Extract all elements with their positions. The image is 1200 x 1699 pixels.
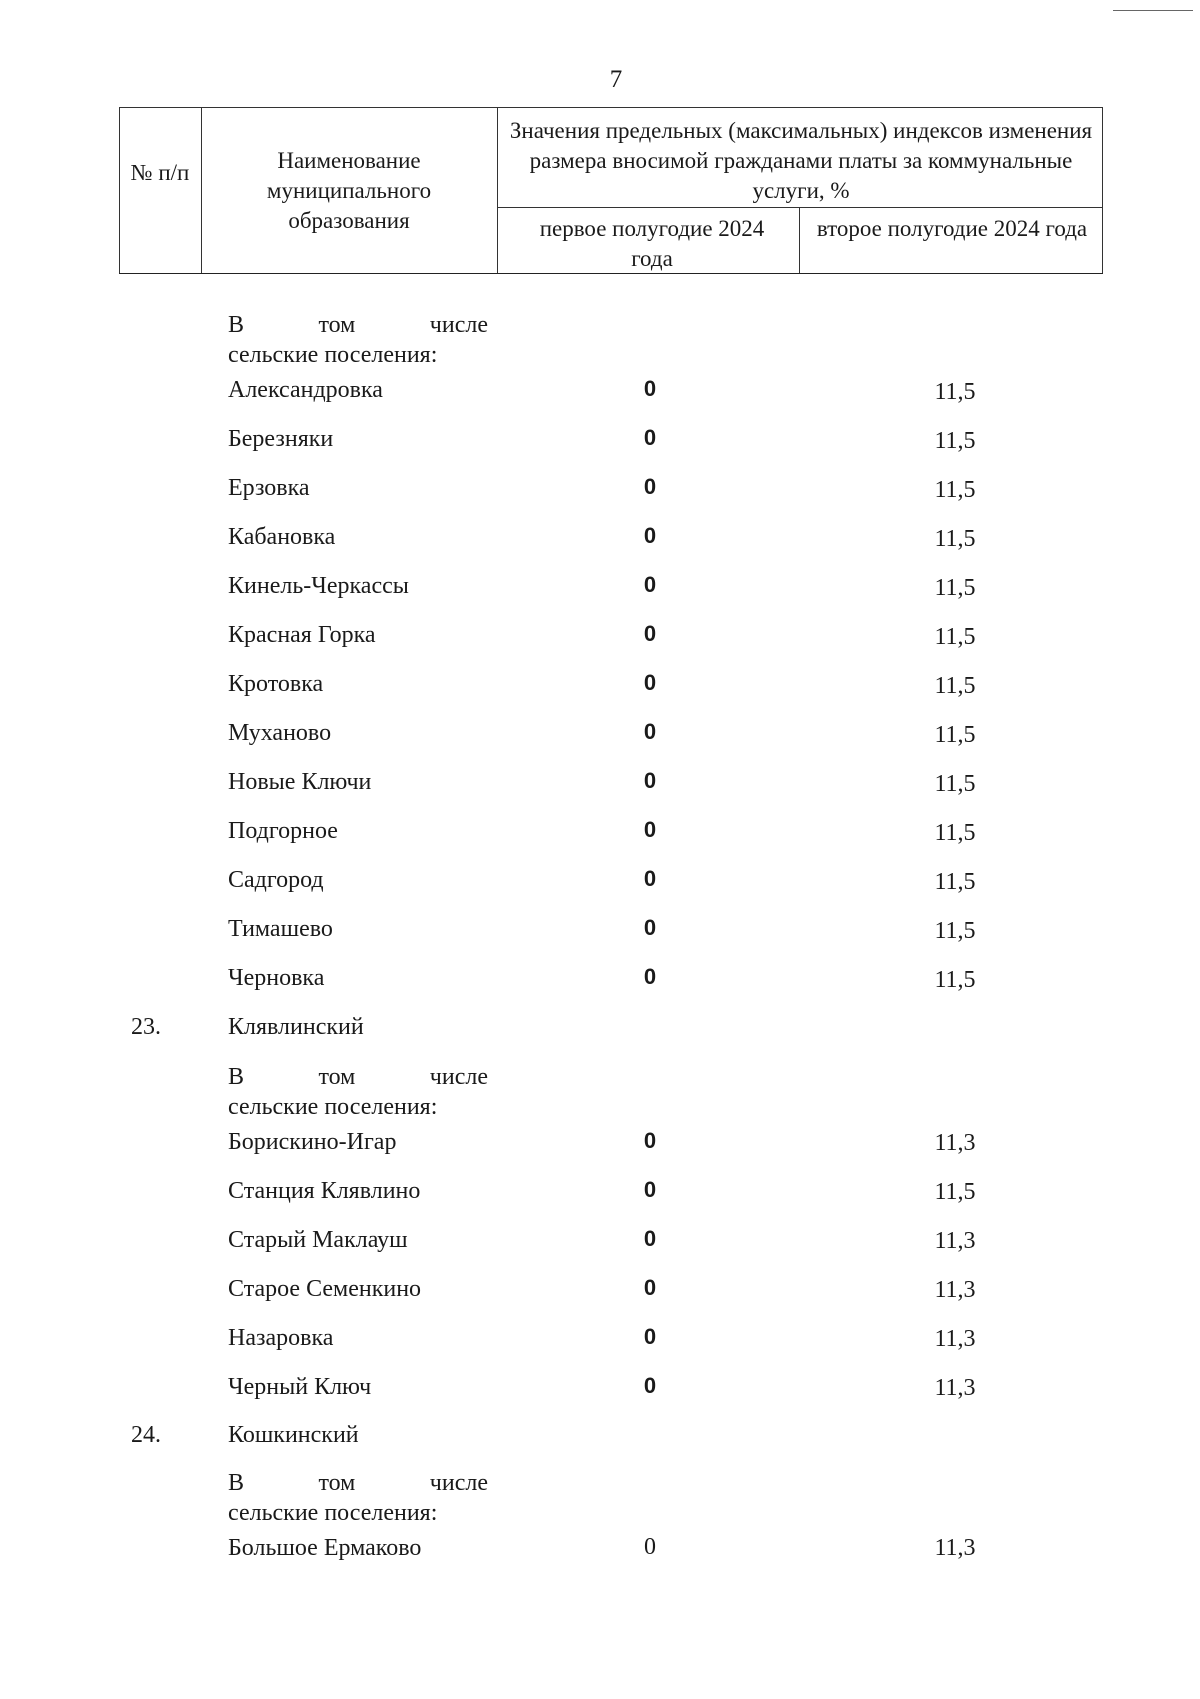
value-first-half: 0 [643,768,657,793]
subheading-rural-settlements [228,1062,488,1122]
settlement-name: Новые Ключи [228,769,372,795]
value-second-half: 11,5 [934,379,976,405]
settlement-name: Подгорное [228,818,338,844]
subheading-rural-settlements [228,310,488,370]
subheading-line: сельские поселения: [228,1500,438,1526]
value-first-half: 0 [644,1534,656,1560]
settlement-name: Станция Клявлино [228,1178,421,1204]
district-number: 23. [131,1014,161,1040]
value-second-half: 11,5 [934,820,976,846]
value-first-half: 0 [643,1324,657,1349]
header-divider [497,207,1103,208]
value-first-half: 0 [643,572,657,597]
district-name: Клявлинский [228,1014,364,1040]
value-first-half: 0 [643,1226,657,1251]
settlement-name: Садгород [228,867,324,893]
value-second-half: 11,5 [934,575,976,601]
settlement-name: Старое Семенкино [228,1276,422,1302]
value-first-half: 0 [643,376,657,401]
value-first-half: 0 [643,866,657,891]
value-first-half: 0 [643,817,657,842]
value-first-half: 0 [643,1128,657,1153]
settlement-name: Красная Горка [228,622,376,648]
value-second-half: 11,5 [934,1179,976,1205]
settlement-name: Ерзовка [228,475,310,501]
header-col-name: Наименование муниципального образования [266,148,432,233]
value-second-half: 11,3 [934,1277,976,1303]
header-col-number: № п/п [130,160,190,185]
settlement-name: Кротовка [228,671,324,697]
value-first-half: 0 [643,915,657,940]
subheading-word: том [318,1064,356,1090]
header-col-first-half: первое полугодие 2024 года [539,216,765,271]
subheading-word: числе [429,312,488,338]
settlement-name: Черновка [228,965,325,991]
subheading-word: том [318,1470,356,1496]
value-first-half: 0 [643,719,657,744]
value-second-half: 11,5 [934,918,976,944]
settlement-name: Черный Ключ [228,1374,372,1400]
header-col-values-group: Значения предельных (максимальных) индексов изменения размера вносимой гражданами платы за коммунальные услуги, % [509,118,1093,203]
header-divider [497,108,498,273]
settlement-name: Муханово [228,720,332,746]
subheading-word: том [318,312,356,338]
subheading-word: числе [429,1470,488,1496]
value-second-half: 11,3 [934,1130,976,1156]
subheading-rural-settlements [228,1468,488,1528]
header-border [1102,108,1103,273]
value-second-half: 11,3 [934,1535,976,1561]
settlement-name: Старый Маклауш [228,1227,408,1253]
value-second-half: 11,5 [934,967,976,993]
value-first-half: 0 [643,1275,657,1300]
settlement-name: Большое Ермаково [228,1535,422,1561]
value-second-half: 11,3 [934,1228,976,1254]
settlement-name: Березняки [228,426,334,452]
settlement-name: Кабановка [228,524,336,550]
value-first-half: 0 [643,474,657,499]
value-first-half: 0 [643,523,657,548]
subheading-word: В [228,312,245,338]
subheading-word: числе [429,1064,488,1090]
value-second-half: 11,5 [934,869,976,895]
table-header [119,107,1103,274]
value-first-half: 0 [643,964,657,989]
value-second-half: 11,5 [934,624,976,650]
value-first-half: 0 [643,670,657,695]
value-second-half: 11,5 [934,477,976,503]
settlement-name: Борискино-Игар [228,1129,397,1155]
value-first-half: 0 [643,621,657,646]
value-second-half: 11,3 [934,1326,976,1352]
value-second-half: 11,5 [934,771,976,797]
settlement-name: Александровка [228,377,383,403]
district-number: 24. [131,1422,161,1448]
settlement-name: Кинель-Черкассы [228,573,409,599]
header-divider [201,108,202,273]
subheading-word: В [228,1064,245,1090]
settlement-name: Тимашево [228,916,333,942]
value-first-half: 0 [643,1177,657,1202]
subheading-line: сельские поселения: [228,342,438,368]
value-second-half: 11,5 [934,722,976,748]
header-border [119,108,120,273]
value-first-half: 0 [643,425,657,450]
header-divider [799,207,800,273]
value-second-half: 11,5 [934,428,976,454]
page-number: 7 [609,66,623,93]
value-second-half: 11,3 [934,1375,976,1401]
district-name: Кошкинский [228,1422,359,1448]
header-col-second-half: второе полугодие 2024 года [816,216,1088,241]
value-second-half: 11,5 [934,526,976,552]
scan-artifact-line [1113,10,1193,11]
settlement-name: Назаровка [228,1325,334,1351]
subheading-line: сельские поселения: [228,1094,438,1120]
subheading-word: В [228,1470,245,1496]
value-first-half: 0 [643,1373,657,1398]
value-second-half: 11,5 [934,673,976,699]
